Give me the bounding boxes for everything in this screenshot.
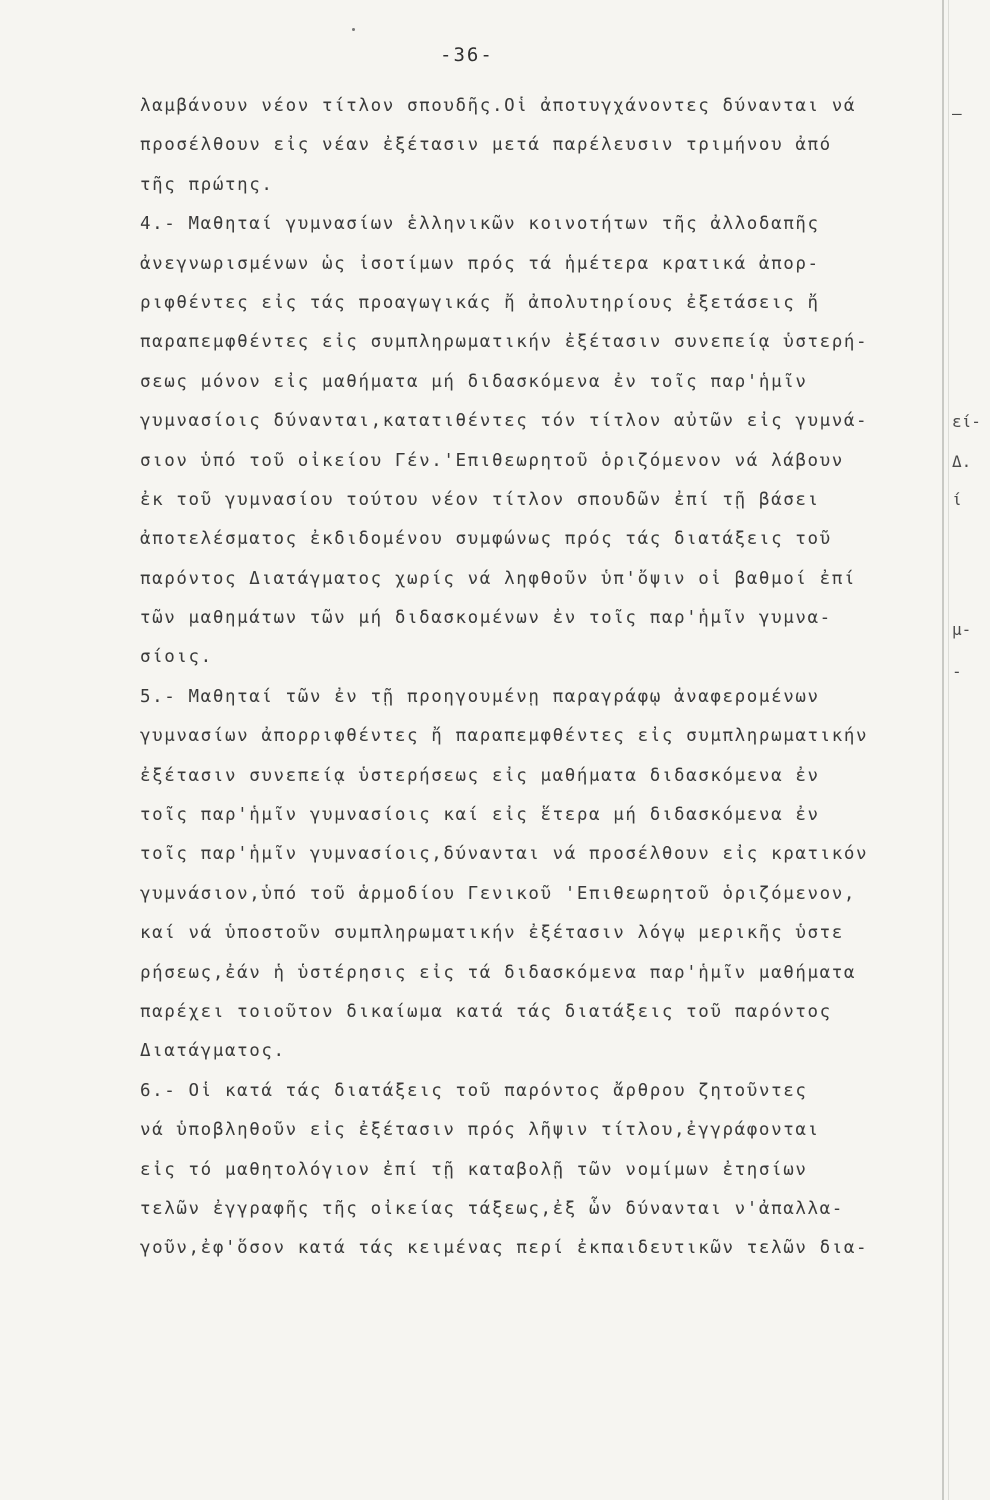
text-line: τῆς πρώτης.: [140, 174, 274, 195]
text-line: ἀποτελέσματος ἐκδιδομένου συμφώνως πρός τάς διατάξεις τοῦ: [140, 529, 832, 550]
text-line: παρέχει τοιοῦτον δικαίωμα κατά τάς διατάξεις τοῦ παρόντος: [140, 1001, 832, 1022]
binding-edge-inner: [948, 0, 949, 1500]
text-line: σίοις.: [140, 647, 213, 668]
text-line: γυμνασίοις δύνανται,κατατιθέντες τόν τίτλον αὐτῶν εἰς γυμνά-: [140, 411, 869, 432]
text-line: ἀνεγνωρισμένων ὡς ἰσοτίμων πρός τά ἡμέτερα κρατικά ἀπορ-: [140, 253, 820, 274]
page-number: -36-: [440, 44, 494, 66]
text-line: ρήσεως,ἐάν ἡ ὑστέρησις εἰς τά διδασκόμενα παρ'ἡμῖν μαθήματα: [140, 962, 857, 983]
ink-speck: [352, 28, 355, 31]
text-line: Διατάγματος.: [140, 1041, 286, 1062]
text-line: καί νά ὑποστοῦν συμπληρωματικήν ἐξέτασιν λόγῳ μερικῆς ὑστε: [140, 923, 844, 944]
text-line: λαμβάνουν νέον τίτλον σπουδῆς.Οἱ ἀποτυγχάνοντες δύνανται νά: [140, 96, 857, 116]
text-line: παραπεμφθέντες εἰς συμπληρωματικήν ἐξέτασιν συνεπείᾳ ὑστερή-: [140, 332, 869, 353]
margin-note: ί: [952, 490, 962, 509]
text-line: ἐκ τοῦ γυμνασίου τούτου νέον τίτλον σπουδῶν ἐπί τῇ βάσει: [140, 489, 820, 510]
margin-note: εί-: [952, 412, 981, 431]
text-line: εἰς τό μαθητολόγιον ἐπί τῇ καταβολῇ τῶν νομίμων ἐτησίων: [140, 1159, 808, 1180]
text-line: παρόντος Διατάγματος χωρίς νά ληφθοῦν ὑπ'ὄψιν οἱ βαθμοί ἐπί: [140, 568, 857, 589]
text-line: νά ὑποβληθοῦν εἰς ἐξέτασιν πρός λῆψιν τίτλου,ἐγγράφονται: [140, 1120, 820, 1141]
margin-note: —: [952, 104, 962, 123]
text-line: 4.- Μαθηταί γυμνασίων ἑλληνικῶν κοινοτήτων τῆς ἀλλοδαπῆς: [140, 214, 820, 235]
binding-edge: [942, 0, 944, 1500]
text-line: τοῖς παρ'ἡμῖν γυμνασίοις,δύνανται νά προσέλθουν εἰς κρατικόν: [140, 844, 869, 865]
text-line: τοῖς παρ'ἡμῖν γυμνασίοις καί εἰς ἕτερα μή διδασκόμενα ἐν: [140, 805, 820, 826]
text-line: 5.- Μαθηταί τῶν ἐν τῇ προηγουμένῃ παραγράφῳ ἀναφερομένων: [140, 686, 820, 707]
text-line: γυμνασίων ἀπορριφθέντες ἤ παραπεμφθέντες εἰς συμπληρωματικήν: [140, 726, 869, 747]
text-line: σεως μόνον εἰς μαθήματα μή διδασκόμενα ἐν τοῖς παρ'ἡμῖν: [140, 371, 808, 392]
text-line: γοῦν,ἐφ'ὅσον κατά τάς κειμένας περί ἐκπαιδευτικῶν τελῶν δια-: [140, 1238, 869, 1259]
text-line: γυμνάσιον,ὑπό τοῦ ἁρμοδίου Γενικοῦ 'Επιθεωρητοῦ ὁριζόμενον,: [140, 883, 857, 904]
margin-note: Δ.: [952, 452, 972, 471]
margin-notes: [952, 0, 988, 1500]
text-line: 6.- Οἱ κατά τάς διατάξεις τοῦ παρόντος ἄρθρου ζητοῦντες: [140, 1080, 808, 1101]
text-line: ριφθέντες εἰς τάς προαγωγικάς ἤ ἀπολυτηρίους ἐξετάσεις ἤ: [140, 292, 820, 313]
text-line: προσέλθουν εἰς νέαν ἐξέτασιν μετά παρέλευσιν τριμήνου ἀπό: [140, 135, 832, 156]
margin-note: μ-: [952, 620, 972, 639]
text-line: σιον ὑπό τοῦ οἰκείου Γέν.'Επιθεωρητοῦ ὁριζόμενον νά λάβουν: [140, 450, 844, 471]
text-line: ἐξέτασιν συνεπείᾳ ὑστερήσεως εἰς μαθήματα διδασκόμενα ἐν: [140, 765, 820, 786]
text-line: τῶν μαθημάτων τῶν μή διδασκομένων ἐν τοῖς παρ'ἡμῖν γυμνα-: [140, 608, 832, 629]
body-text: [140, 87, 940, 1269]
margin-note: -: [952, 662, 962, 681]
text-line: τελῶν ἐγγραφῆς τῆς οἰκείας τάξεως,ἐξ ὧν δύνανται ν'ἀπαλλα-: [140, 1198, 844, 1219]
